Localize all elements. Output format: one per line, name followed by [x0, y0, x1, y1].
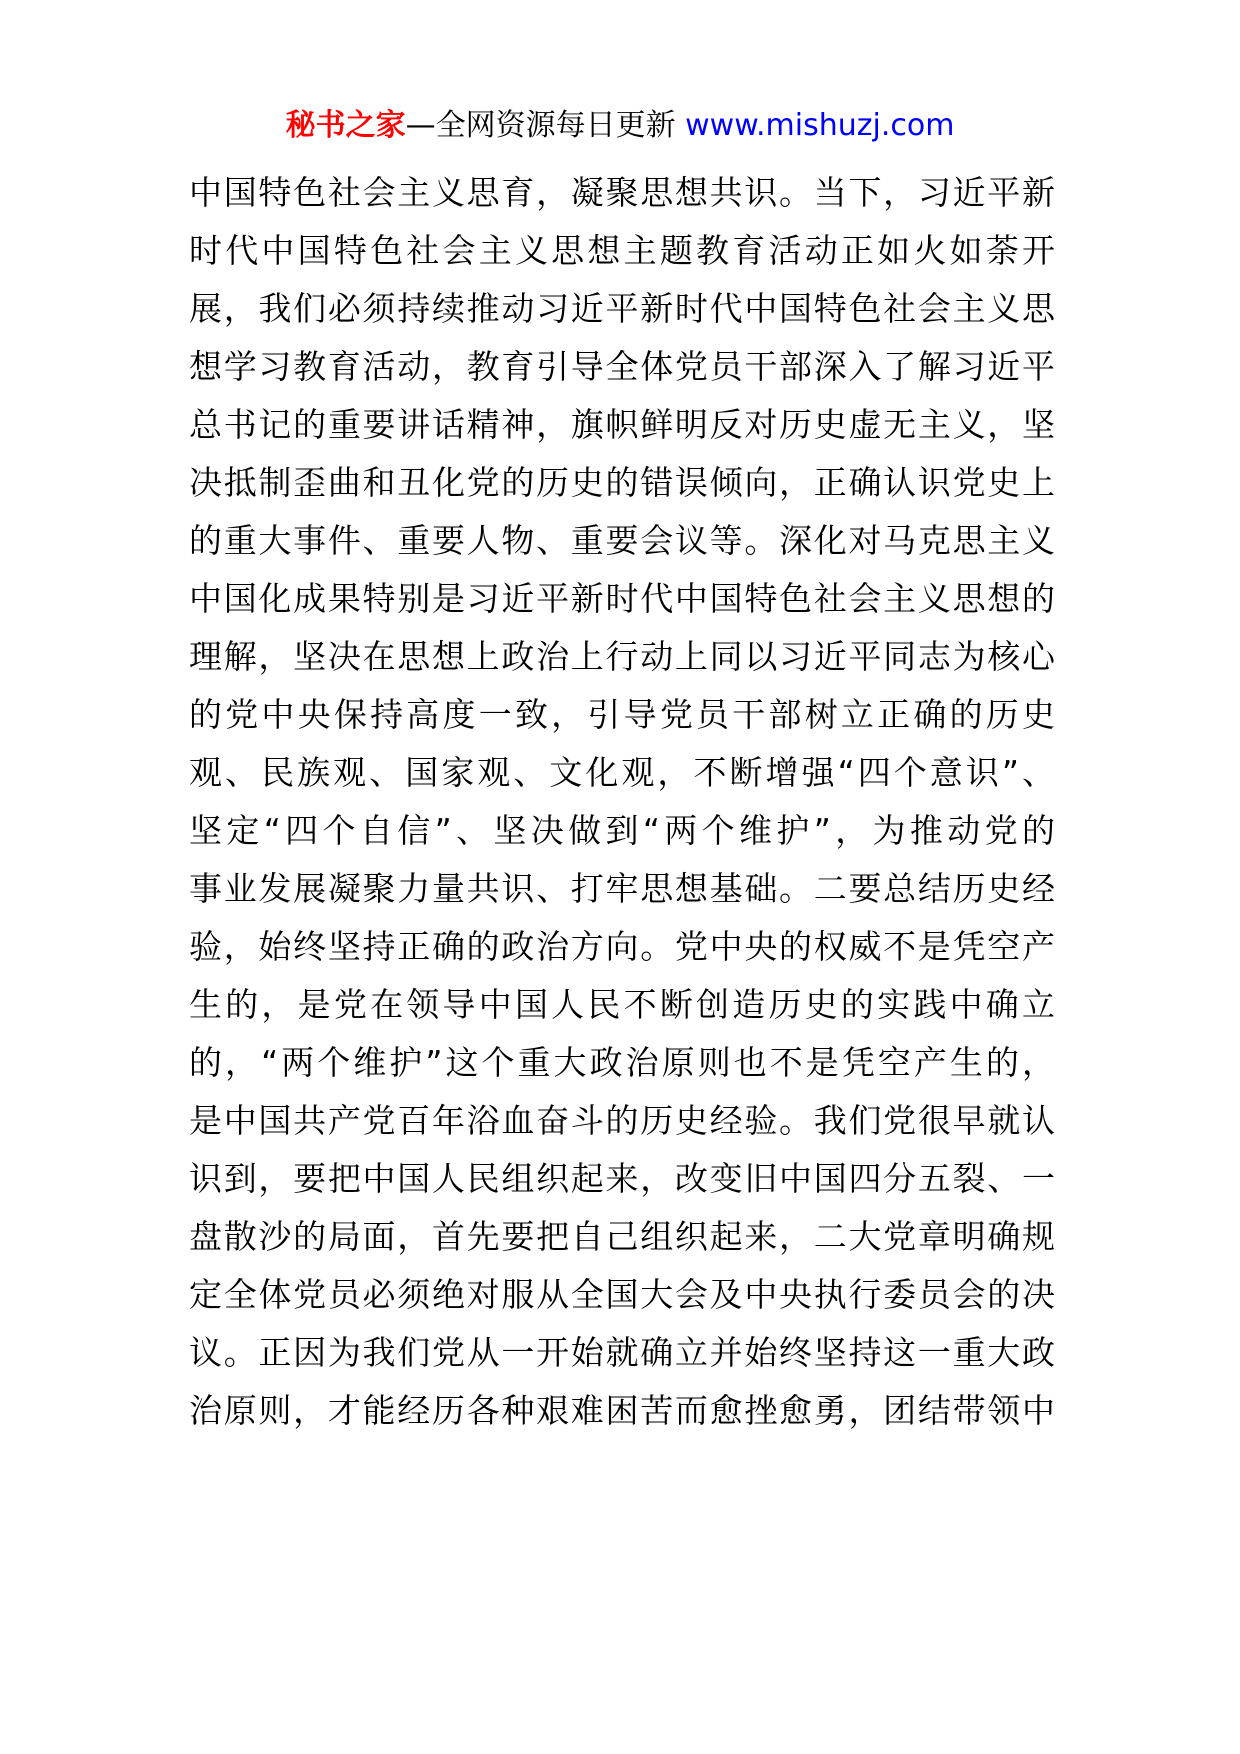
text-line: 盘散沙的局面，首先要把自己组织起来，二大党章明确规	[189, 1217, 1055, 1256]
text-line: 展，我们必须持续推动习近平新时代中国特色社会主义思	[189, 289, 1055, 328]
text-line: 理解，坚决在思想上政治上行动上同以习近平同志为核心	[189, 637, 1055, 676]
text-line: 识到，要把中国人民组织起来，改变旧中国四分五裂、一	[189, 1159, 1055, 1198]
text-line: 想学习教育活动，教育引导全体党员干部深入了解习近平	[189, 347, 1055, 386]
text-line: 议。正因为我们党从一开始就确立并始终坚持这一重大政	[189, 1333, 1055, 1372]
text-line: 中国化成果特别是习近平新时代中国特色社会主义思想的	[189, 579, 1055, 618]
text-line: 生的，是党在领导中国人民不断创造历史的实践中确立	[189, 985, 1055, 1024]
text-line: 的，“两个维护”这个重大政治原则也不是凭空产生的，	[189, 1043, 1055, 1082]
text-line: 坚定“四个自信”、坚决做到“两个维护”，为推动党的	[189, 811, 1055, 850]
text-line: 的重大事件、重要人物、重要会议等。深化对马克思主义	[189, 521, 1055, 560]
text-line: 定全体党员必须绝对服从全国大会及中央执行委员会的决	[189, 1275, 1055, 1314]
text-line: 决抵制歪曲和丑化党的历史的错误倾向，正确认识党史上	[189, 463, 1055, 502]
text-line: 时代中国特色社会主义思想主题教育活动正如火如荼开	[189, 231, 1055, 270]
text-line: 验，始终坚持正确的政治方向。党中央的权威不是凭空产	[189, 927, 1055, 966]
header-brand: 秘书之家	[285, 108, 406, 143]
text-line: 的党中央保持高度一致，引导党员干部树立正确的历史	[189, 695, 1055, 734]
text-line: 事业发展凝聚力量共识、打牢思想基础。二要总结历史经	[189, 869, 1055, 908]
page-header	[0, 98, 1240, 154]
text-line: 总书记的重要讲话精神，旗帜鲜明反对历史虚无主义，坚	[189, 405, 1055, 444]
text-line: 是中国共产党百年浴血奋斗的历史经验。我们党很早就认	[189, 1101, 1055, 1140]
text-line: 观、民族观、国家观、文化观，不断增强“四个意识”、	[189, 753, 1055, 792]
header-tagline: —全网资源每日更新	[405, 108, 676, 143]
text-line: 治原则，才能经历各种艰难困苦而愈挫愈勇，团结带领中	[189, 1391, 1055, 1430]
header-site-link[interactable]: www.mishuzj.com	[685, 108, 955, 143]
text-line: 中国特色社会主义思育，凝聚思想共识。当下，习近平新	[189, 173, 1055, 212]
